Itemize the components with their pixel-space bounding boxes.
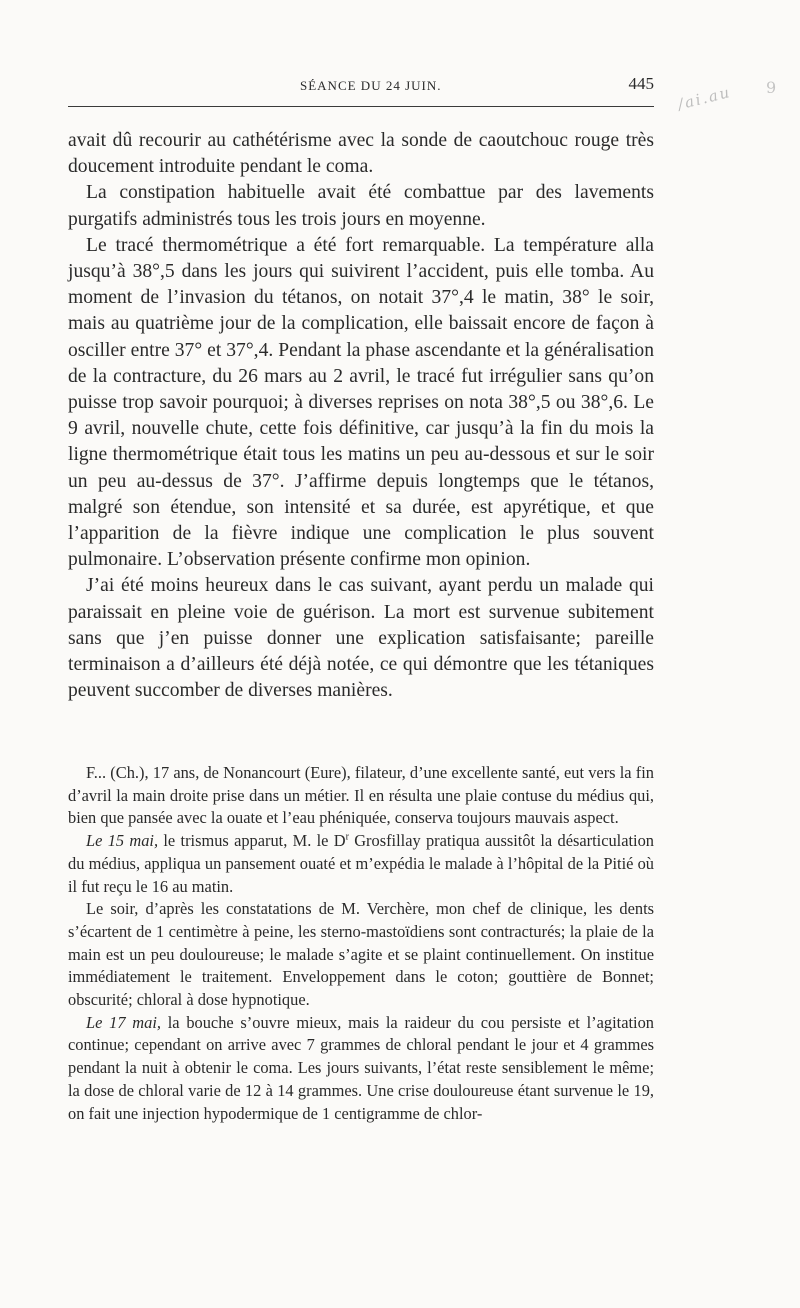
case-date: Le 17 mai, — [86, 1012, 161, 1032]
case-paragraph: Le soir, d’après les constatations de M. Verchère, mon chef de clinique, les dents s’écartent de 1 centimètre à peine, les sterno-mastoïdiens sont contracturés; la plaie de la main est un peu douloureuse; le malade s’agite et se plaint continuellement. On institue immédiatement le traitement. Enveloppement dans le coton; gouttière de Bonnet; obscurité; chloral à dose hypnotique. — [68, 899, 654, 1010]
running-head — [68, 74, 654, 98]
case-paragraph: Le 15 mai, le trismus apparut, M. le $D^r$ Grosfillay pratiqua aussitôt la désarticulation du médius, appliqua un pansement ouaté et m’expédia le malade à l’hôpital de la Pitié où il fut reçu le 16 au matin. — [68, 831, 654, 896]
case-paragraph: Le 17 mai, la bouche s’ouvre mieux, mais la raideur du cou persiste et l’agitation continue; cependant on arrive avec 7 grammes de chloral pendant le jour et 4 grammes pendant la nuit à obtenir le coma. Les jours suivants, l’état reste sensiblement le même; la dose de chloral varie de 12 à 14 grammes. Une crise douloureuse étant survenue le 19, on fait une injection hypodermique de 1 centigramme de chlor- — [68, 1012, 654, 1123]
book-page — [68, 0, 654, 1308]
paragraph: J’ai été moins heureux dans le cas suivant, ayant perdu un malade qui paraissait en pleine voie de guérison. La mort est survenue subitement sans que j’en puisse donner une explication satisfaisante; pareille terminaison a d’ailleurs été déjà notée, ce qui démontre que les tétaniques peuvent succomber de diverses manières. — [68, 575, 654, 702]
main-text — [68, 128, 654, 704]
header-rule — [68, 106, 654, 107]
paragraph: Le tracé thermométrique a été fort remarquable. La température alla jusqu’à 38°,5 dans les jours qui suivirent l’accident, puis elle tomba. Au moment de l’invasion du tétanos, on notait 37°,4 le matin, 38° le soir, mais au quatrième jour de la complication, elle baissait encore de façon à osciller entre 37° et 37°,4. Pendant la phase ascendante et la généralisation de la contracture, du 26 mars au 2 avril, le tracé fut irrégulier sans qu’on puisse trop savoir pourquoi; à diverses reprises on nota 38°,5 ou 38°,6. Le 9 avril, nouvelle chute, cette fois définitive, car jusqu’à la fin du mois la ligne thermométrique était tous les matins un peu au-dessous et sur le soir un peu au-dessus de 37°. J’affirme depuis longtemps que le tétanos, malgré son étendue, son intensité et sa durée, est apyrétique, et que l’apparition de la fièvre indique une complication le plus souvent pulmonaire. L’observation présente confirme mon opinion. — [68, 234, 654, 571]
margin-annotation: /ai.au — [676, 82, 733, 114]
margin-mark: 9 — [766, 78, 777, 97]
page-number: 445 — [628, 74, 654, 93]
paragraph: avait dû recourir au cathétérisme avec la sonde de caoutchouc rouge très doucement introduite pendant le coma. — [68, 130, 654, 178]
case-paragraph: F... (Ch.), 17 ans, de Nonancourt (Eure), filateur, d’une excellente santé, eut vers la fin d’avril la main droite prise dans un métier. Il en résulta une plaie contuse du médius qui, bien que pansée avec la ouate et l’eau phéniquée, conserva toujours mauvais aspect. — [68, 763, 654, 828]
running-title: SÉANCE DU 24 JUIN. — [300, 78, 442, 93]
case-date: Le 15 mai, — [86, 831, 159, 851]
case-observation — [68, 762, 654, 1125]
paragraph: La constipation habituelle avait été combattue par des lavements purgatifs administrés tous les trois jours en moyenne. — [68, 182, 654, 230]
